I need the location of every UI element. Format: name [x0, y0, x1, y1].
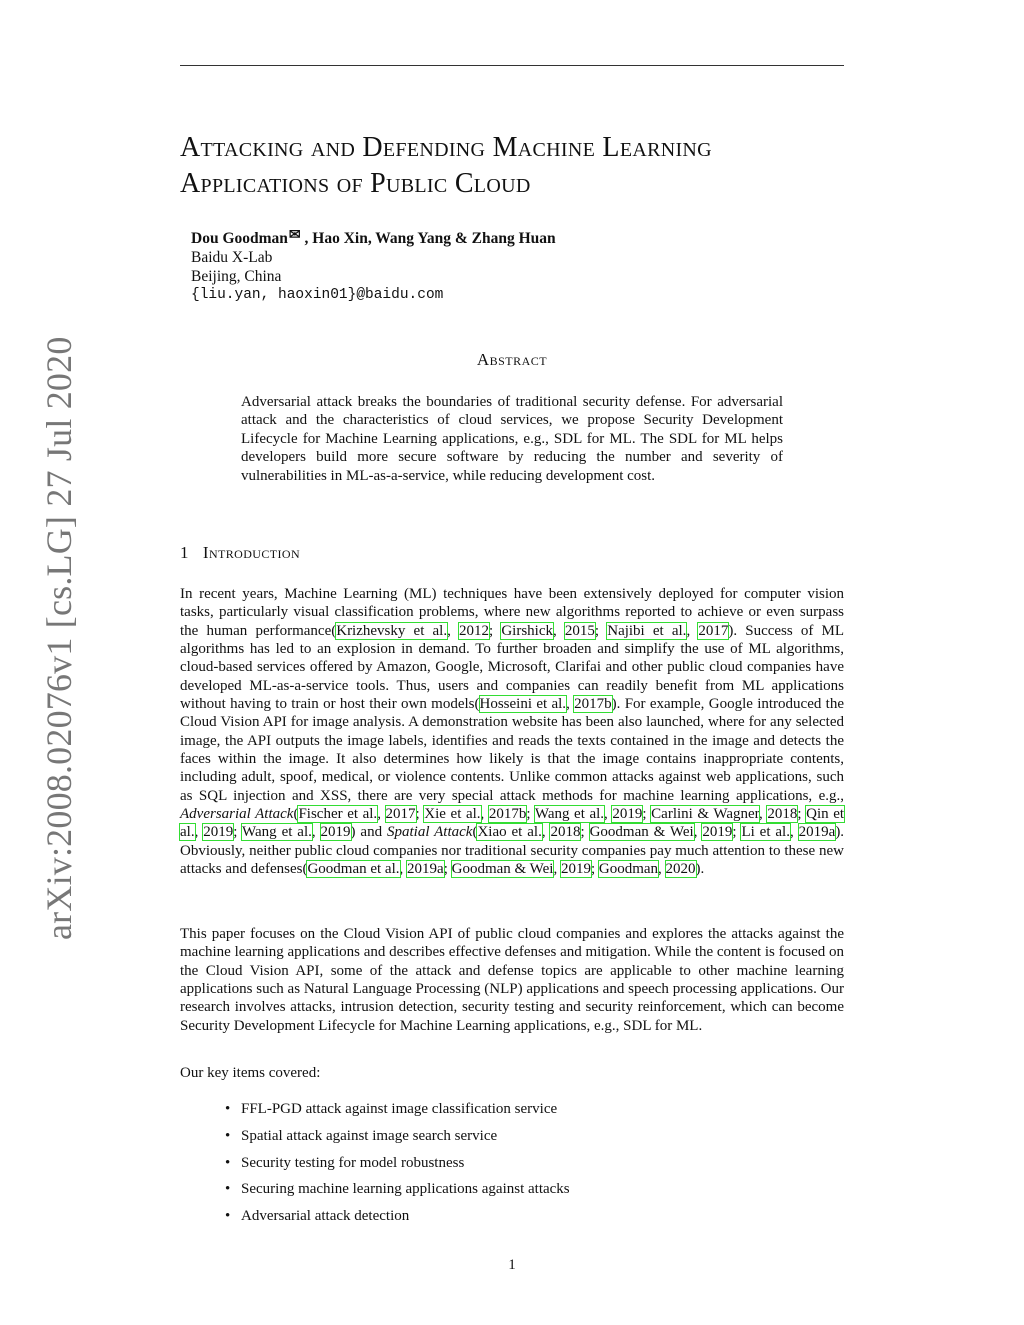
citation-year-link[interactable]: 2019 [203, 824, 234, 841]
citation-link[interactable]: Goodman et al. [307, 861, 400, 878]
citation-link[interactable]: Xiao et al. [477, 824, 542, 841]
citation-year-link[interactable]: 2018 [767, 806, 798, 823]
citation-link[interactable]: Goodman & Wei [451, 861, 554, 878]
citation-link[interactable]: Goodman & Wei [589, 824, 694, 841]
abstract-heading: Abstract [476, 350, 548, 369]
author-names [191, 226, 556, 248]
citation-year-link[interactable]: 2019 [560, 861, 591, 878]
intro-paragraph-1: In recent years, Machine Learning (ML) techniques have been extensively deployed for computer vision tasks, particularly visual classification problems, where new algorithms reported to achieve or even surpass the human performance(Krizhevsky et al., 2012; Girshick, 2015; Najibi et al., 2017). Success of ML algorithms has led to an explosion in demand. To further broaden and simplify the use of ML algorithms, cloud-based services offered by Amazon, Google, Microsoft, Clarifai and other public cloud companies have developed ML-as-a-service tools. Thus, users and companies can readily benefit from ML applications without having to train or host their own models(Hosseini et al., 2017b). For example, Google introduced the Cloud Vision API for image analysis. A demonstration website has been also launched, where for any selected image, the API outputs the image labels, identifies and reads the texts contained in the image and detects the faces within the image. It also determines how likely is that the image contains inappropriate contents, including adult, spoof, medical, or violence contents. Unlike common attacks against web applications, such as SQL injection and XSS, there are very special attack methods for machine learning applications, e.g., Adversarial Attack(Fischer et al., 2017; Xie et al., 2017b; Wang et al., 2019; Carlini & Wagner, 2018; Qin et al., 2019; Wang et al., 2019) and Spatial Attack(Xiao et al., 2018; Goodman & Wei, 2019; Li et al., 2019a). Obviously, neither public cloud companies nor traditional security companies pay much attention to these new attacks and defenses(Goodman et al., 2019a; Goodman & Wei, 2019; Goodman, 2020). [180, 586, 845, 878]
citation-link[interactable]: Krizhevsky et al. [336, 622, 448, 639]
citation-year-link[interactable]: 2019 [320, 824, 351, 841]
citation-link[interactable]: Najibi et al. [607, 622, 687, 639]
list-item [225, 1127, 570, 1154]
bullet-icon: • [225, 1181, 231, 1198]
bullet-icon: • [225, 1208, 231, 1225]
citation-year-link[interactable]: 2017b [488, 806, 527, 823]
location: Beijing, China [191, 268, 282, 285]
key-items-list [225, 1100, 570, 1234]
text-run: In recent years, Machine Learning (ML) techniques have been extensively deployed for computer vision tasks, particularly visual classification problems, where new algorithms reported to achieve or even surpass the human performance( [180, 586, 844, 639]
text-run: ( [293, 806, 299, 823]
text-run: ). Obviously, neither public cloud companies nor traditional security companies pay much attention to these new attacks and defenses( [180, 824, 845, 878]
title-line-2: Applications of Public Cloud [180, 168, 531, 199]
list-item-text: Spatial attack against image search service [241, 1127, 498, 1144]
citation-year-link[interactable]: 2015 [564, 622, 595, 639]
emphasis-term: Spatial Attack [387, 824, 473, 841]
bullet-icon: • [225, 1154, 231, 1171]
citation-year-link[interactable]: 2017 [698, 622, 729, 639]
intro-paragraph-2: This paper focuses on the Cloud Vision API of public cloud companies and explores the attacks against the machine learning applications and describes effective defenses and mitigation. While the content is focused on the Cloud Vision API, some of the attack and defense topics are applicable to other machine learning applications such as Natural Language Processing (NLP) applications and speech processing applications. Our research involves attacks, intrusion detection, security testing and security reinforcement, which can become Security Development Lifecycle for Machine Learning applications, e.g., SDL for ML. [180, 926, 844, 1034]
intro-paragraph-3: Our key items covered: [180, 1065, 321, 1081]
citation-link[interactable]: Xie et al. [424, 806, 481, 823]
title-line-1: Attacking and Defending Machine Learning [180, 132, 712, 163]
citation-year-link[interactable]: 2019 [702, 824, 733, 841]
list-item [225, 1100, 570, 1127]
arxiv-identifier: arXiv:2008.02076v1 [cs.LG] 27 Jul 2020 [39, 336, 79, 940]
citation-link[interactable]: Qin et al. [180, 806, 845, 841]
citation-link[interactable]: Carlini & Wagner [651, 806, 760, 823]
section-heading-introduction [180, 543, 300, 563]
citation-link[interactable]: Li et al. [741, 824, 790, 841]
bullet-icon: • [225, 1127, 231, 1144]
list-item [225, 1154, 570, 1181]
affiliation: Baidu X-Lab [191, 249, 273, 266]
list-item [225, 1207, 570, 1234]
abstract-text: Adversarial attack breaks the boundaries of traditional security defense. For adversarial attack and the characteristics of cloud services, we propose Security Development Lifecycle for Machine Learning applications, e.g., SDL for ML. The SDL for ML helps developers build more secure software by reducing the number and severity of vulnerabilities in ML-as-a-service, while reducing development cost. [241, 394, 783, 484]
co-authors: , Hao Xin, Wang Yang & Zhang Huan [300, 230, 556, 247]
section-number: 1 [180, 543, 189, 562]
citation-link[interactable]: Wang et al. [242, 824, 312, 841]
envelope-icon: ✉ [288, 228, 301, 243]
text-run: ( [472, 824, 478, 841]
text-run: ) and [350, 824, 387, 841]
citation-link[interactable]: Goodman [598, 861, 659, 878]
citation-link[interactable]: Fischer et al. [298, 806, 378, 823]
author-email: {liu.yan, haoxin01}@baidu.com [191, 287, 444, 303]
citation-link[interactable]: Hosseini et al. [479, 696, 567, 713]
list-item-text: Securing machine learning applications against attacks [241, 1181, 570, 1198]
emphasis-term: Adversarial Attack [180, 806, 294, 823]
author-block [191, 226, 556, 305]
citation-year-link[interactable]: 2019a [798, 824, 836, 841]
text-run: ). Success of ML algorithms has led to an explosion in demand. To further broaden and simplify the use of ML algorithms, cloud-based services offered by Amazon, Google, Microsoft, Clarifai and other public cloud companies have developed ML-as-a-service tools. Thus, users and companies can readily benefit from ML applications without having to train or host their own models( [180, 622, 845, 713]
list-item-text: Security testing for model robustness [241, 1154, 465, 1171]
paper-title [180, 130, 860, 202]
citation-year-link[interactable]: 2017 [385, 806, 416, 823]
citation-link[interactable]: Wang et al. [534, 806, 605, 823]
citation-link[interactable]: Girshick [501, 622, 553, 639]
citation-year-link[interactable]: 2019 [612, 806, 643, 823]
citation-year-link[interactable]: 2019a [407, 861, 444, 878]
page-number: 1 [508, 1257, 516, 1273]
bullet-icon: • [225, 1101, 231, 1117]
text-run: ). [695, 861, 705, 878]
list-item-text: Adversarial attack detection [241, 1208, 410, 1225]
citation-year-link[interactable]: 2018 [550, 824, 581, 841]
list-item-text: FFL-PGD attack against image classification service [241, 1101, 558, 1117]
header-rule [180, 65, 844, 66]
citation-year-link[interactable]: 2017b [574, 696, 612, 713]
section-title: Introduction [202, 543, 301, 562]
list-item [225, 1180, 570, 1207]
citation-year-link[interactable]: 2020 [665, 861, 696, 878]
text-run: ). For example, Google introduced the Cloud Vision API for image analysis. A demonstration website has been also launched, where for any selected image, the API outputs the image labels, identifies and reads the texts contained in the image and detects the faces within the image. It also determines how likely is that the image contains inappropriate contents, including adult, spoof, medical, or violence contents. Unlike common attacks against web applications, such as SQL injection and XSS, there are very special attack methods for machine learning applications, e.g., [180, 696, 845, 804]
citation-year-link[interactable]: 2012 [459, 622, 489, 639]
lead-author: Dou Goodman [191, 230, 288, 247]
